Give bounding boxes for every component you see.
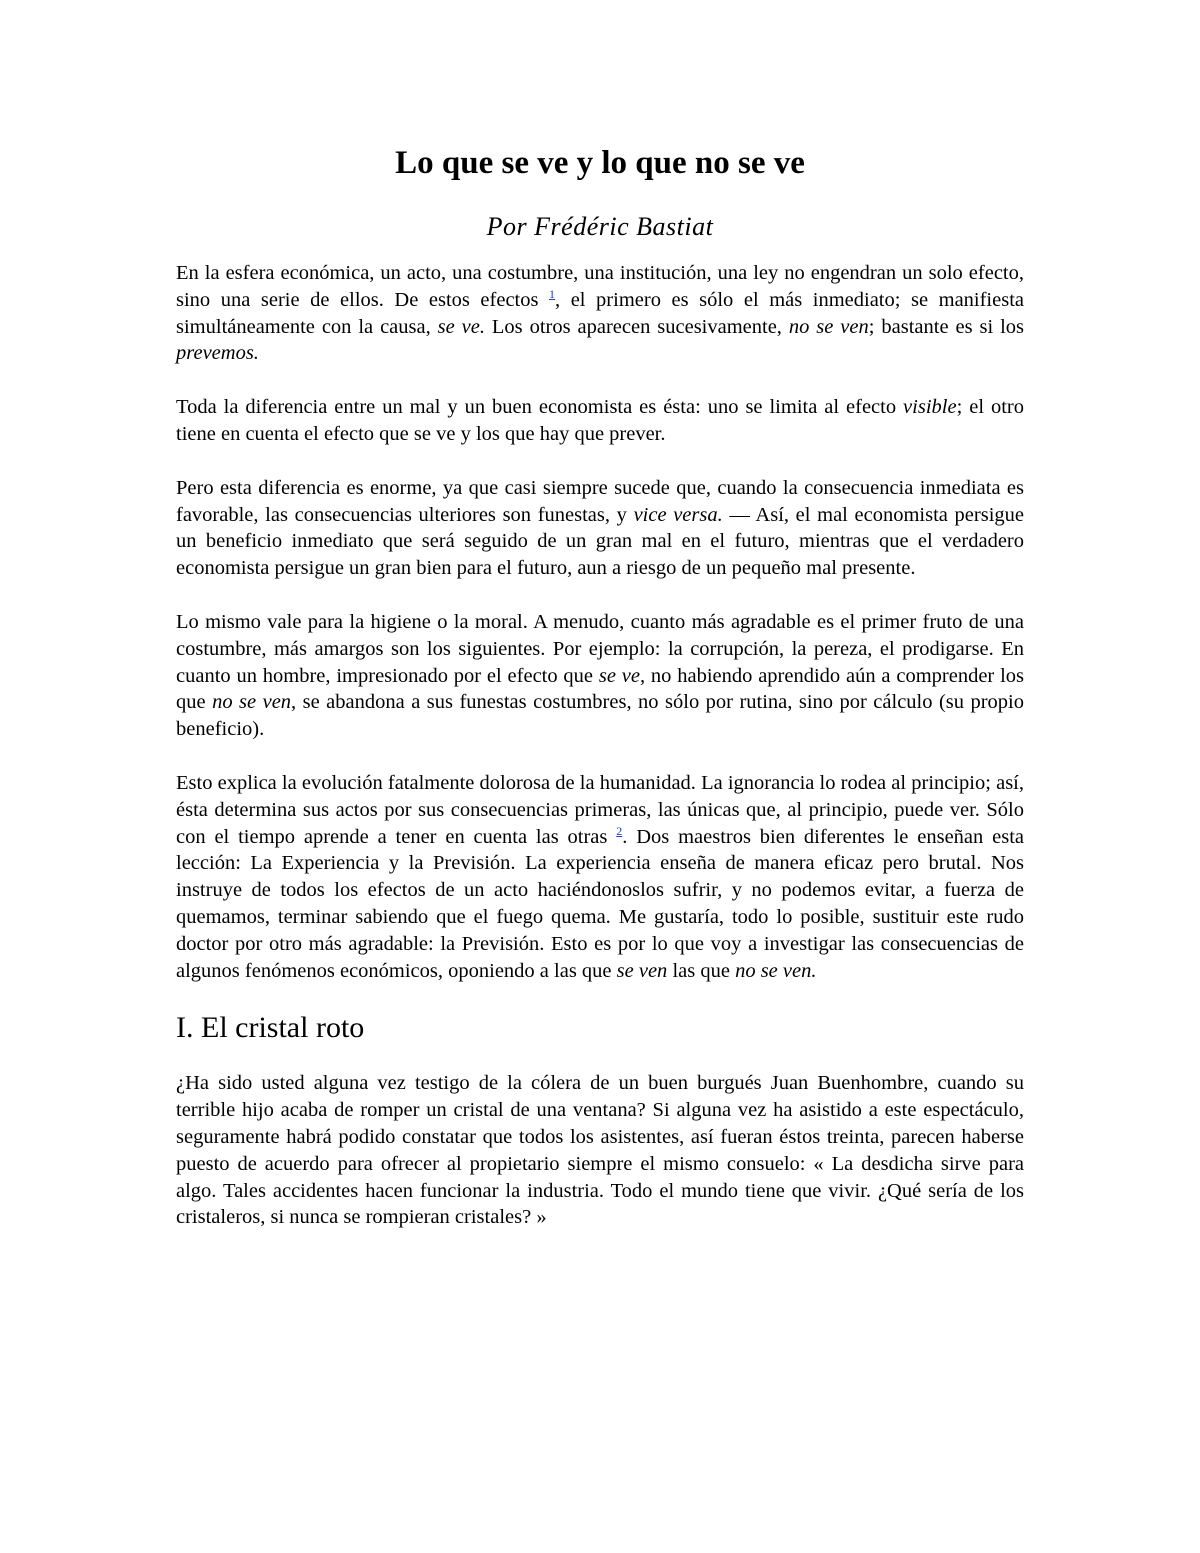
emphasis: se ve.: [437, 315, 485, 338]
paragraph-4: [176, 609, 1024, 743]
footnote-link-1[interactable]: 1: [549, 286, 556, 301]
text-run: Lo mismo vale para la higiene o la moral. A menudo, cuanto más agradable es el primer fruto de una costumbre, más amargos son los siguientes. Por ejemplo: la corrupción, la pereza, el prodigarse. En cuanto un hombre, impresionado por el efecto que: [176, 610, 1024, 687]
emphasis: no se ven.: [735, 959, 817, 982]
section-heading: I. El cristal roto: [176, 1011, 365, 1045]
footnote-link-2[interactable]: 2: [616, 823, 623, 838]
text-run: En la esfera económica, un acto, una costumbre, una institución, una ley no engendran un solo efecto, sino una serie de ellos. De estos efectos: [176, 262, 1024, 311]
text-run: ; bastante es si los: [868, 315, 1024, 338]
emphasis: prevemos.: [176, 342, 259, 365]
paragraph-5: [176, 770, 1024, 984]
text-run: , se abandona a sus funestas costumbres, no sólo por rutina, sino por cálculo (su propio beneficio).: [176, 691, 1024, 741]
text-run: , no habiendo aprendido aún a comprender los que: [176, 664, 1024, 714]
document-page: [176, 140, 1024, 1231]
emphasis: no se ven: [788, 315, 869, 338]
text-run: Pero esta diferencia es enorme, ya que casi siempre sucede que, cuando la consecuencia inmediata es favorable, las consecuencias ulteriores son funestas, y: [176, 476, 1024, 526]
text-run: las que: [667, 959, 736, 982]
paragraph-2: [176, 394, 1024, 448]
text-run: Los otros aparecen sucesivamente,: [484, 315, 789, 338]
text-run: ; el otro tiene en cuenta el efecto que se ve y los que hay que prever.: [176, 396, 1024, 445]
text-run: . Dos maestros bien diferentes le enseñan esta lección: La Experiencia y la Previsión. La experiencia enseña de manera eficaz pero brutal. Nos instruye de todos los efectos de un acto haciéndonoslos sufrir, y no podemos evitar, a fuerza de quemamos, terminar sabiendo que el fuego quema. Me gustaría, todo lo posible, sustituir este rudo doctor por otro más agradable: la Previsión. Esto es por lo que voy a investigar las consecuencias de algunos fenómenos económicos, oponiendo a las que: [176, 825, 1024, 982]
emphasis: se ve: [598, 664, 640, 687]
emphasis: visible: [903, 396, 957, 419]
text-run: — Así, el mal economista persigue un beneficio inmediato que será seguido de un gran mal en el futuro, mientras que el verdadero economista persigue un gran bien para el futuro, aun a riesgo de un pequeño mal presente.: [176, 503, 1024, 580]
emphasis: se ven: [616, 959, 668, 982]
text-run: Toda la diferencia entre un mal y un buen economista es ésta: uno se limita al efecto: [176, 396, 904, 419]
paragraph-3: [176, 475, 1024, 582]
section-1-paragraph-1: ¿Ha sido usted alguna vez testigo de la cólera de un buen burgués Juan Buenhombre, cuando su terrible hijo acaba de romper un cristal de una ventana? Si alguna vez ha asistido a este espectáculo, seguramente habrá podido constatar que todos los asistentes, así fueran éstos treinta, parecen haberse puesto de acuerdo para ofrecer al propietario siempre el mismo consuelo: « La desdicha sirve para algo. Tales accidentes hacen funcionar la industria. Todo el mundo tiene que vivir. ¿Qué sería de los cristaleros, si nunca se rompieran cristales? »: [176, 1072, 1024, 1229]
emphasis: no se ven: [212, 691, 292, 714]
text-run: , el primero es sólo el más inmediato; se manifiesta simultáneamente con la causa,: [176, 288, 1025, 338]
emphasis: vice versa.: [633, 503, 723, 526]
document-author: Por Frédéric Bastiat: [486, 212, 714, 241]
text-run: Esto explica la evolución fatalmente dolorosa de la humanidad. La ignorancia lo rodea al principio; así, ésta determina sus actos por sus consecuencias primeras, las únicas que, al principio, puede ver. Sólo con el tiempo aprende a tener en cuenta las otras: [176, 771, 1024, 848]
document-title: Lo que se ve y lo que no se ve: [395, 145, 805, 181]
paragraph-1: [176, 260, 1024, 367]
